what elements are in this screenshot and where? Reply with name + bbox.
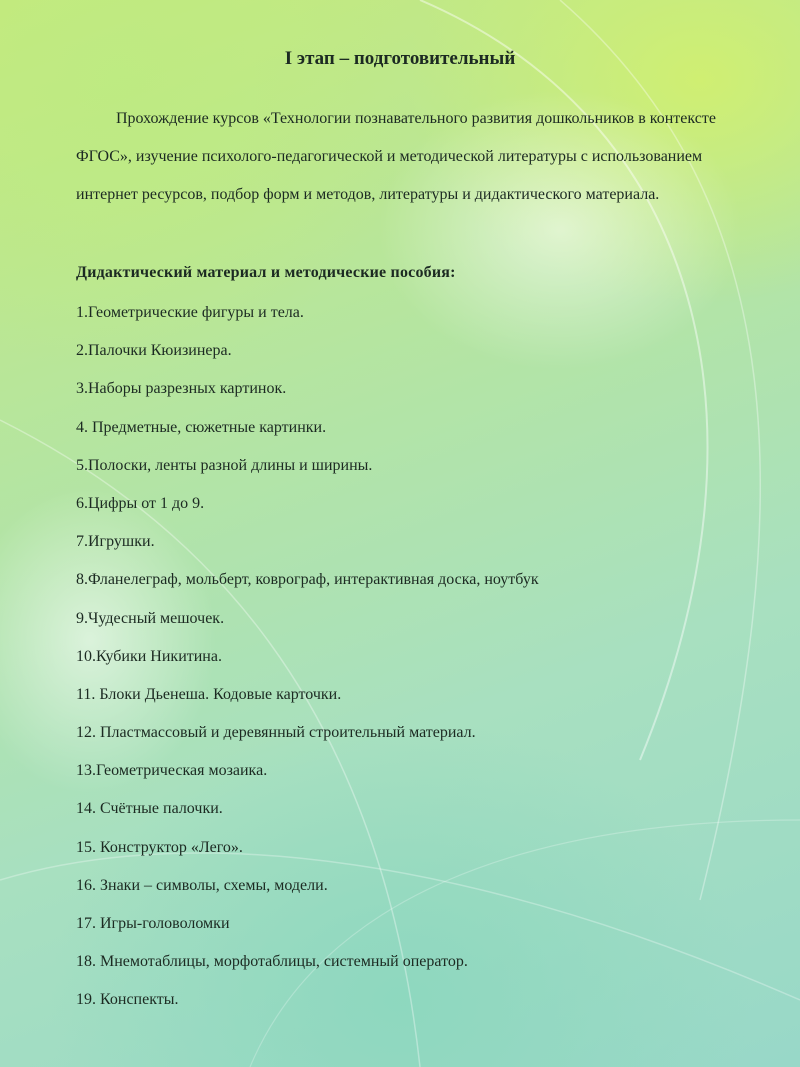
stage-title: I этап – подготовительный [284,48,516,69]
list-item: 7.Игрушки. [76,533,155,551]
list-item: 15. Конструктор «Лего». [76,838,243,856]
list-item: 9.Чудесный мешочек. [76,609,225,627]
list-item: 12. Пластмассовый и деревянный строительный материал. [76,724,476,742]
list-item: 10.Кубики Никитина. [76,647,222,665]
list-item: 13.Геометрическая мозаика. [76,762,268,780]
materials-list [76,300,539,1026]
list-item: 19. Конспекты. [76,991,179,1009]
list-item: 2.Палочки Кюизинера. [76,342,232,360]
list-item: 3.Наборы разрезных картинок. [76,380,287,398]
intro-text: Прохождение курсов «Технологии познавательного развития дошкольников в контексте ФГОС», изучение психолого-педагогической и методической литературы с использованием интернет ресурсов, подбор форм и методов, литературы и дидактического материала. [76,110,716,203]
list-item: 16. Знаки – символы, схемы, модели. [76,876,328,894]
list-item: 17. Игры-головоломки [76,915,230,932]
list-item: 5.Полоски, ленты разной длины и ширины. [76,456,373,474]
list-item: 1.Геометрические фигуры и тела. [76,304,304,321]
list-item: 14. Счётные палочки. [76,800,223,818]
materials-subheading: Дидактический материал и методические пособия: [76,264,456,281]
list-item: 18. Мнемотаблицы, морфотаблицы, системный оператор. [76,953,468,971]
list-item: 6.Цифры от 1 до 9. [76,494,205,512]
intro-paragraph [76,100,736,214]
list-item: 11. Блоки Дьенеша. Кодовые карточки. [76,685,342,703]
list-item: 4. Предметные, сюжетные картинки. [76,418,327,436]
list-item: 8.Фланелеграф, мольберт, коврограф, интерактивная доска, ноутбук [76,571,539,589]
